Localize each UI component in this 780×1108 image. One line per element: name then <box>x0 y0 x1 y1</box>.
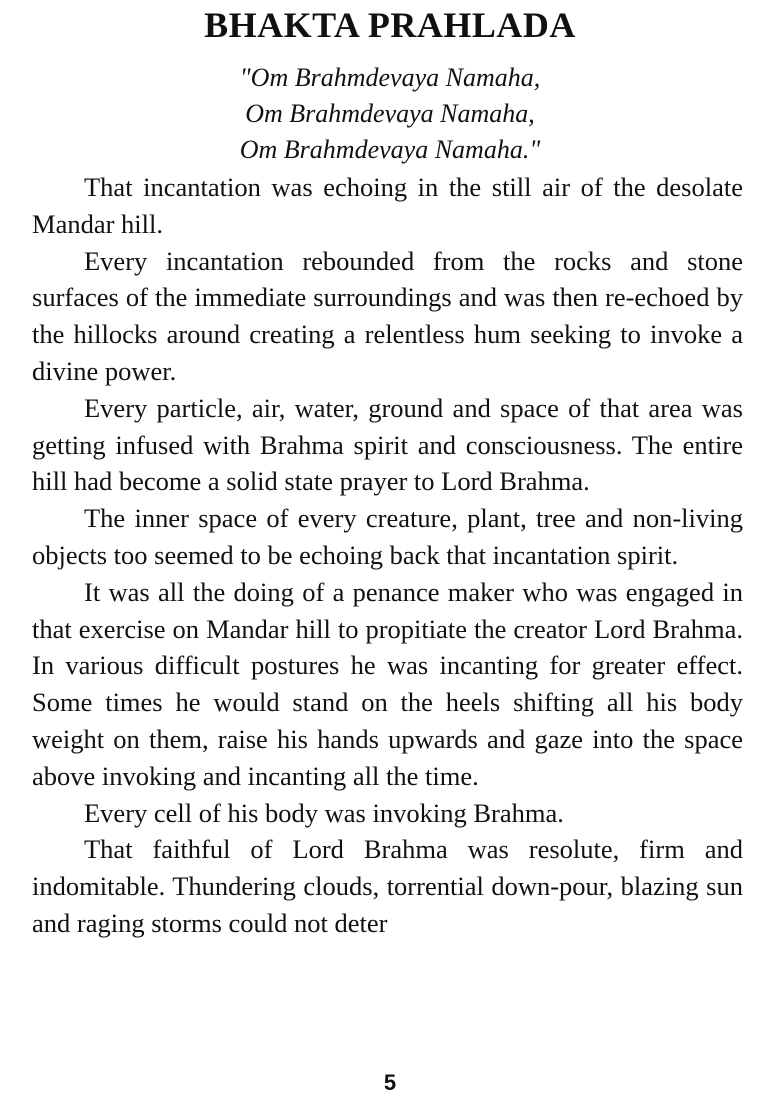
paragraph: Every incantation rebounded from the rocks and stone surfaces of the immediate surroundings and was then re-echoed by the hillocks around creating a relentless hum seeking to invoke a divine power. <box>32 245 743 386</box>
verse-line: Om Brahmdevaya Namaha." <box>239 135 541 164</box>
chapter-title: BHAKTA PRAHLADA <box>204 5 576 45</box>
verse-line: "Om Brahmdevaya Namaha, <box>239 63 541 92</box>
page-number: 5 <box>383 1070 397 1095</box>
paragraph: That faithful of Lord Brahma was resolute, firm and indomitable. Thundering clouds, torrential down-pour, blazing sun and raging storms could not deter <box>32 834 743 938</box>
paragraph: The inner space of every creature, plant, tree and non-living objects too seemed to be echoing back that incantation spirit. <box>32 503 743 570</box>
body-text <box>32 169 743 942</box>
verse-line: Om Brahmdevaya Namaha, <box>245 99 535 128</box>
incantation-verse <box>0 60 780 168</box>
paragraph: Every cell of his body was invoking Brahma. <box>84 797 564 828</box>
paragraph: That incantation was echoing in the still air of the desolate Mandar hill. <box>32 172 743 239</box>
paragraph: Every particle, air, water, ground and space of that area was getting infused with Brahma spirit and consciousness. The entire hill had become a solid state prayer to Lord Brahma. <box>32 392 743 497</box>
paragraph: It was all the doing of a penance maker who was engaged in that exercise on Mandar hill to propitiate the creator Lord Brahma. In various difficult postures he was incanting for greater effect. Some times he would stand on the heels shifting all his body weight on them, raise his hands upwards and gaze into the space above invoking and incanting all the time. <box>32 576 743 791</box>
